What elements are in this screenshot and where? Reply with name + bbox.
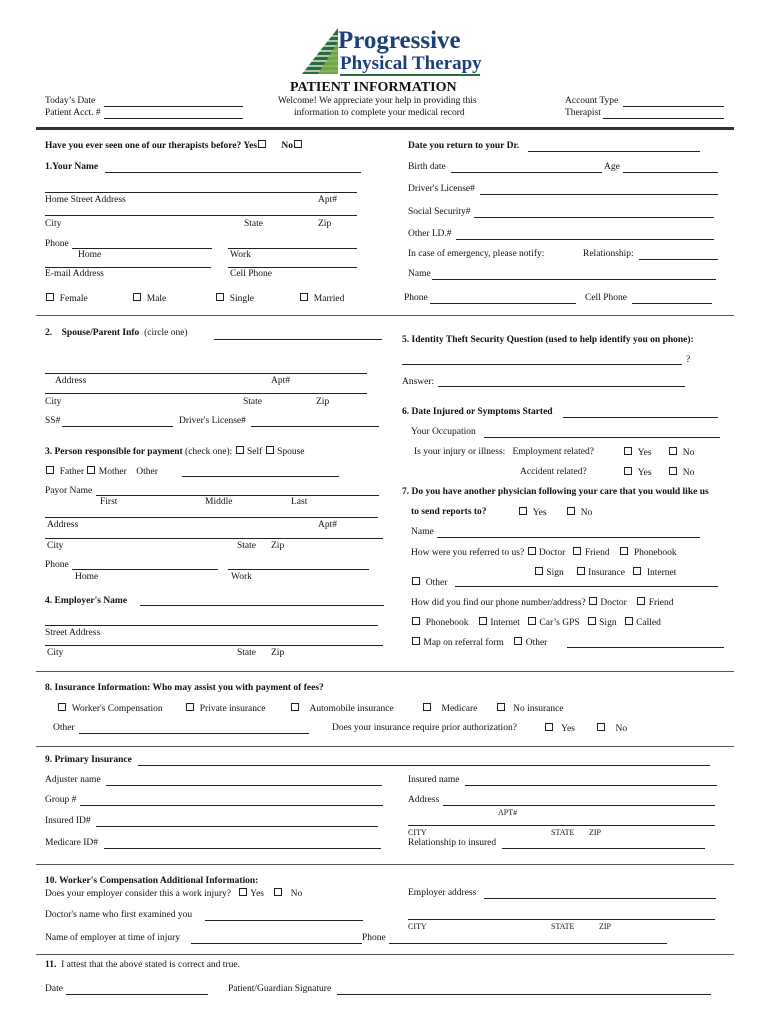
- emergency-label: In case of emergency, please notify:: [408, 249, 545, 259]
- referred-phonebook-checkbox[interactable]: [620, 547, 628, 555]
- find-sign-checkbox[interactable]: [588, 617, 596, 625]
- work-injury-no-checkbox[interactable]: [274, 888, 282, 896]
- payor-name-field[interactable]: [96, 495, 379, 496]
- referred-row: How were you referred to us? Doctor Friend Phonebook: [411, 548, 677, 558]
- payor-address-field[interactable]: [45, 517, 378, 518]
- spouse-city-label: City: [45, 397, 62, 407]
- drivers-license-label: Driver's License#: [408, 184, 475, 194]
- payor-city-label: City: [47, 541, 64, 551]
- adjuster-name-label: Adjuster name: [45, 775, 101, 785]
- accident-no-option: No: [668, 467, 694, 479]
- payor-home-label: Home: [75, 572, 99, 582]
- prior-auth-no-checkbox[interactable]: [597, 723, 605, 731]
- physician-name-field[interactable]: [437, 537, 700, 538]
- find-phonebook-checkbox[interactable]: [412, 617, 420, 625]
- divider-2: [36, 671, 734, 672]
- zip-label: Zip: [318, 219, 332, 229]
- payor-work-phone-field[interactable]: [228, 569, 369, 570]
- find-other-checkbox[interactable]: [514, 637, 522, 645]
- medicare-checkbox[interactable]: [423, 703, 431, 711]
- state-label: State: [244, 219, 263, 229]
- occupation-field[interactable]: [484, 437, 720, 438]
- seen-yes-checkbox[interactable]: [258, 140, 266, 148]
- occupation-label: Your Occupation: [411, 427, 476, 437]
- insured-name-label: Insured name: [408, 775, 460, 785]
- employment-yes-option: Yes: [623, 447, 652, 459]
- injury-employment-row: Is your injury or illness: Employment related?: [414, 447, 594, 457]
- payor-last-label: Last: [291, 497, 308, 507]
- divider-5: [36, 954, 734, 955]
- other-id-field[interactable]: [456, 239, 714, 240]
- prior-auth-yes-option: Yes: [544, 723, 575, 735]
- doctor-examined-label: Doctor's name who first examined you: [45, 910, 193, 920]
- married-option: Married: [299, 293, 344, 305]
- adjuster-name-field[interactable]: [106, 785, 382, 786]
- emergency-name-field[interactable]: [432, 279, 716, 280]
- date-injured-label: 6. Date Injured or Symptoms Started: [402, 407, 553, 417]
- prior-auth-question: Does your insurance require prior authorization?: [332, 723, 517, 733]
- work-injury-row: Does your employer consider this a work injury? Yes No: [45, 889, 303, 899]
- employer-address-label: Employer address: [408, 888, 477, 898]
- emergency-phone-field[interactable]: [430, 303, 576, 304]
- group-field[interactable]: [80, 805, 383, 806]
- payor-phone-label: Phone: [45, 560, 69, 570]
- payor-zip-label: Zip: [271, 541, 285, 551]
- home-street-field[interactable]: [45, 192, 357, 193]
- email-field[interactable]: [45, 267, 211, 268]
- home-label: Home: [78, 250, 102, 260]
- relationship-insured-field[interactable]: [502, 848, 705, 849]
- other-physician-line1: 7. Do you have another physician following your care that you would like us: [402, 487, 709, 497]
- accident-yes-checkbox[interactable]: [624, 467, 632, 475]
- account-type-field[interactable]: [623, 106, 724, 107]
- insured-apt-label: APT#: [498, 808, 518, 817]
- payor-first-label: First: [100, 497, 118, 507]
- attest-statement: 11. I attest that the above stated is correct and true.: [45, 960, 240, 970]
- ssn-label: Social Security#: [408, 207, 471, 217]
- group-label: Group #: [45, 795, 77, 805]
- medicare-id-label: Medicare ID#: [45, 838, 99, 848]
- answer-field[interactable]: [438, 386, 685, 387]
- gender-marital-row: Female: [45, 293, 88, 305]
- payor-state-label: State: [237, 541, 256, 551]
- signature-label: Patient/Guardian Signature: [228, 984, 332, 994]
- referred-doctor-checkbox[interactable]: [528, 547, 536, 555]
- doctor-examined-field[interactable]: [205, 920, 363, 921]
- welcome-line2: information to complete your medical record: [294, 108, 465, 118]
- private-insurance-option: Private insurance: [185, 703, 265, 715]
- todays-date-label: Today’s Date: [45, 96, 96, 106]
- workers-comp-title: 10. Worker's Compensation Additional Information:: [45, 876, 259, 886]
- ssn-field[interactable]: [474, 217, 714, 218]
- birth-date-label: Birth date: [408, 162, 446, 172]
- find-gps-checkbox[interactable]: [528, 617, 536, 625]
- insured-city-label: CITY: [408, 828, 427, 837]
- single-checkbox[interactable]: [216, 293, 224, 301]
- employer-zip-label: Zip: [271, 648, 285, 658]
- emergency-phone-label: Phone: [404, 293, 428, 303]
- insured-id-label: Insured ID#: [45, 816, 91, 826]
- primary-insurance-field[interactable]: [138, 765, 710, 766]
- seen-before-question: Have you ever seen one of our therapists before? Yes No: [45, 140, 303, 152]
- spouse-drivers-field[interactable]: [251, 426, 379, 427]
- insurance-other-field[interactable]: [79, 733, 309, 734]
- patient-acct-label: Patient Acct. #: [45, 108, 101, 118]
- referred-other-checkbox[interactable]: [412, 577, 420, 585]
- referred-sign-checkbox[interactable]: [535, 567, 543, 575]
- divider-4: [36, 864, 734, 865]
- find-other-field[interactable]: [567, 647, 724, 648]
- employer-name-field[interactable]: [140, 605, 384, 606]
- insured-name-field[interactable]: [465, 785, 717, 786]
- payor-home-phone-field[interactable]: [72, 569, 218, 570]
- send-reports-no-checkbox[interactable]: [567, 507, 575, 515]
- emergency-name-label: Name: [408, 269, 431, 279]
- spouse-ss-label: SS#: [45, 416, 61, 426]
- employer-city-field[interactable]: [45, 645, 383, 646]
- work-label: Work: [230, 250, 251, 260]
- physician-name-label: Name: [411, 527, 434, 537]
- drivers-license-field[interactable]: [480, 194, 718, 195]
- accident-yes-option: Yes: [623, 467, 652, 479]
- your-name-label: 1.Your Name: [45, 162, 99, 172]
- work-phone-field[interactable]: [228, 248, 357, 249]
- payor-address-label: Address: [47, 520, 79, 530]
- logo-mark-icon: [300, 28, 340, 76]
- accident-no-checkbox[interactable]: [669, 467, 677, 475]
- father-checkbox[interactable]: [46, 466, 54, 474]
- relationship-label: Relationship:: [583, 249, 634, 259]
- relationship-insured-label: Relationship to insured: [408, 838, 497, 848]
- home-phone-field[interactable]: [72, 248, 212, 249]
- therapist-label: Therapist: [565, 108, 601, 118]
- employer-city-label: City: [47, 648, 64, 658]
- primary-insurance-label: 9. Primary Insurance: [45, 755, 132, 765]
- insured-state-label: STATE: [551, 828, 575, 837]
- spouse-address-field[interactable]: [45, 373, 367, 374]
- cell-label: Cell Phone: [230, 269, 272, 279]
- date-return-label: Date you return to your Dr.: [408, 141, 520, 151]
- male-option: Male: [132, 293, 166, 305]
- referred-other-field[interactable]: [455, 586, 718, 587]
- workers-comp-checkbox[interactable]: [58, 703, 66, 711]
- patient-acct-field[interactable]: [104, 118, 243, 119]
- find-internet-checkbox[interactable]: [479, 617, 487, 625]
- emergency-cell-label: Cell Phone: [585, 293, 627, 303]
- employment-no-option: No: [668, 447, 694, 459]
- referred-friend-checkbox[interactable]: [573, 547, 581, 555]
- header-divider: [36, 127, 734, 130]
- insurance-info-title: 8. Insurance Information: Who may assist you with payment of fees?: [45, 683, 324, 693]
- logo-word2: Physical Therapy: [340, 53, 482, 74]
- private-insurance-checkbox[interactable]: [186, 703, 194, 711]
- other-id-label: Other I.D.#: [408, 229, 452, 239]
- date-label: Date: [45, 984, 63, 994]
- mother-checkbox[interactable]: [87, 466, 95, 474]
- todays-date-field[interactable]: [104, 106, 243, 107]
- send-reports-no-option: No: [566, 507, 592, 519]
- insured-zip-label: ZIP: [589, 828, 601, 837]
- city-label: City: [45, 219, 62, 229]
- self-checkbox[interactable]: [236, 446, 244, 454]
- spouse-state-label: State: [243, 397, 262, 407]
- work-injury-yes-checkbox[interactable]: [239, 888, 247, 896]
- payment-responsible-row: 3. Person responsible for payment (check one): Self Spouse: [45, 447, 305, 457]
- age-label: Age: [604, 162, 620, 172]
- auto-insurance-checkbox[interactable]: [291, 703, 299, 711]
- employer-zip-caption: ZIP: [599, 922, 611, 931]
- auto-insurance-option: Automobile insurance: [290, 703, 394, 715]
- spouse-apt-label: Apt#: [271, 376, 290, 386]
- father-mother-row: Father Mother Other: [45, 466, 158, 478]
- no-insurance-option: No insurance: [496, 703, 564, 715]
- seen-no-checkbox[interactable]: [294, 140, 302, 148]
- send-reports-row: to send reports to?: [411, 507, 487, 517]
- birth-date-field[interactable]: [451, 172, 602, 173]
- referred-insurance-checkbox[interactable]: [577, 567, 585, 575]
- cell-phone-field[interactable]: [228, 267, 357, 268]
- spouse-checkbox[interactable]: [266, 446, 274, 454]
- identity-question-field[interactable]: [402, 364, 682, 365]
- home-street-label: Home Street Address: [45, 195, 126, 205]
- single-option: Single: [215, 293, 254, 305]
- spouse-parent-label: 2. Spouse/Parent Info (circle one): [45, 328, 188, 338]
- phone-label: Phone: [45, 239, 69, 249]
- logo-word1: Progressive: [338, 27, 461, 54]
- spouse-parent-field[interactable]: [214, 339, 382, 340]
- find-map-checkbox[interactable]: [412, 637, 420, 645]
- page-title: PATIENT INFORMATION: [290, 80, 457, 95]
- employer-city-caption: CITY: [408, 922, 427, 931]
- referred-internet-checkbox[interactable]: [633, 567, 641, 575]
- spouse-drivers-label: Driver's License#: [179, 416, 246, 426]
- prior-auth-yes-checkbox[interactable]: [545, 723, 553, 731]
- spouse-address-label: Address: [55, 376, 87, 386]
- employer-state-caption: STATE: [551, 922, 575, 931]
- find-called-checkbox[interactable]: [625, 617, 633, 625]
- employer-address-field[interactable]: [484, 898, 716, 899]
- account-type-label: Account Type: [565, 96, 619, 106]
- male-checkbox[interactable]: [133, 293, 141, 301]
- email-label: E-mail Address: [45, 269, 104, 279]
- find-doctor-checkbox[interactable]: [589, 597, 597, 605]
- identity-question-label: 5. Identity Theft Security Question (used to help identify you on phone):: [402, 335, 694, 345]
- your-name-field[interactable]: [105, 172, 361, 173]
- medicare-id-field[interactable]: [104, 848, 381, 849]
- referred-row-2: Sign Insurance Internet: [534, 567, 676, 579]
- answer-label: Answer:: [402, 377, 435, 387]
- city-field[interactable]: [45, 215, 357, 216]
- workers-comp-option: Worker's Compensation: [57, 703, 163, 715]
- find-number-row-3: Map on referral form Other: [411, 637, 547, 649]
- find-number-row-2: Phonebook Internet Car’s GPS Sign Called: [411, 617, 661, 629]
- therapist-field[interactable]: [603, 118, 724, 119]
- employer-injury-label: Name of employer at time of injury: [45, 933, 181, 943]
- employer-phone-field[interactable]: [389, 943, 667, 944]
- divider-1: [36, 315, 734, 316]
- female-checkbox[interactable]: [46, 293, 54, 301]
- logo: [300, 28, 490, 78]
- apt-label: Apt#: [318, 195, 337, 205]
- employer-injury-field[interactable]: [191, 943, 362, 944]
- payor-apt-label: Apt#: [318, 520, 337, 530]
- employer-street-label: Street Address: [45, 628, 101, 638]
- payor-name-label: Payor Name: [45, 486, 93, 496]
- find-number-row: How did you find our phone number/address? Doctor Friend: [411, 598, 674, 608]
- insured-address-label: Address: [408, 795, 440, 805]
- identity-qmark: ?: [686, 355, 691, 365]
- employment-yes-checkbox[interactable]: [624, 447, 632, 455]
- insurance-other-label: Other: [53, 723, 75, 733]
- find-friend-checkbox[interactable]: [637, 597, 645, 605]
- relationship-field[interactable]: [639, 259, 718, 260]
- spouse-ss-field[interactable]: [62, 426, 173, 427]
- employer-city-line[interactable]: [408, 919, 715, 920]
- payor-middle-label: Middle: [205, 497, 233, 507]
- spouse-city-field[interactable]: [45, 393, 367, 394]
- emergency-cell-field[interactable]: [632, 303, 712, 304]
- insured-id-field[interactable]: [96, 826, 378, 827]
- payor-city-field[interactable]: [45, 538, 383, 539]
- date-return-field[interactable]: [528, 151, 700, 152]
- age-field[interactable]: [623, 172, 718, 173]
- spouse-zip-label: Zip: [316, 397, 330, 407]
- logo-underline: [340, 74, 480, 76]
- send-reports-yes-checkbox[interactable]: [519, 507, 527, 515]
- insured-city-field[interactable]: [408, 825, 715, 826]
- employer-street-field[interactable]: [45, 625, 378, 626]
- send-reports-yes-option: Yes: [518, 507, 547, 519]
- referred-other-option: Other: [411, 577, 447, 589]
- welcome-line1: Welcome! We appreciate your help in providing this: [278, 96, 477, 106]
- employment-no-checkbox[interactable]: [669, 447, 677, 455]
- married-checkbox[interactable]: [300, 293, 308, 301]
- medicare-option: Medicare: [422, 703, 477, 715]
- payment-other-field[interactable]: [182, 476, 339, 477]
- employer-state-label: State: [237, 648, 256, 658]
- signature-field[interactable]: [337, 994, 711, 995]
- employer-name-label: 4. Employer's Name: [45, 596, 128, 606]
- accident-label: Accident related?: [520, 467, 587, 477]
- date-injured-field[interactable]: [563, 417, 718, 418]
- insured-address-field[interactable]: [443, 805, 715, 806]
- employer-phone-label: Phone: [362, 933, 386, 943]
- payor-work-label: Work: [231, 572, 252, 582]
- no-insurance-checkbox[interactable]: [497, 703, 505, 711]
- date-field[interactable]: [66, 994, 208, 995]
- divider-3: [36, 746, 734, 747]
- prior-auth-no-option: No: [596, 723, 627, 735]
